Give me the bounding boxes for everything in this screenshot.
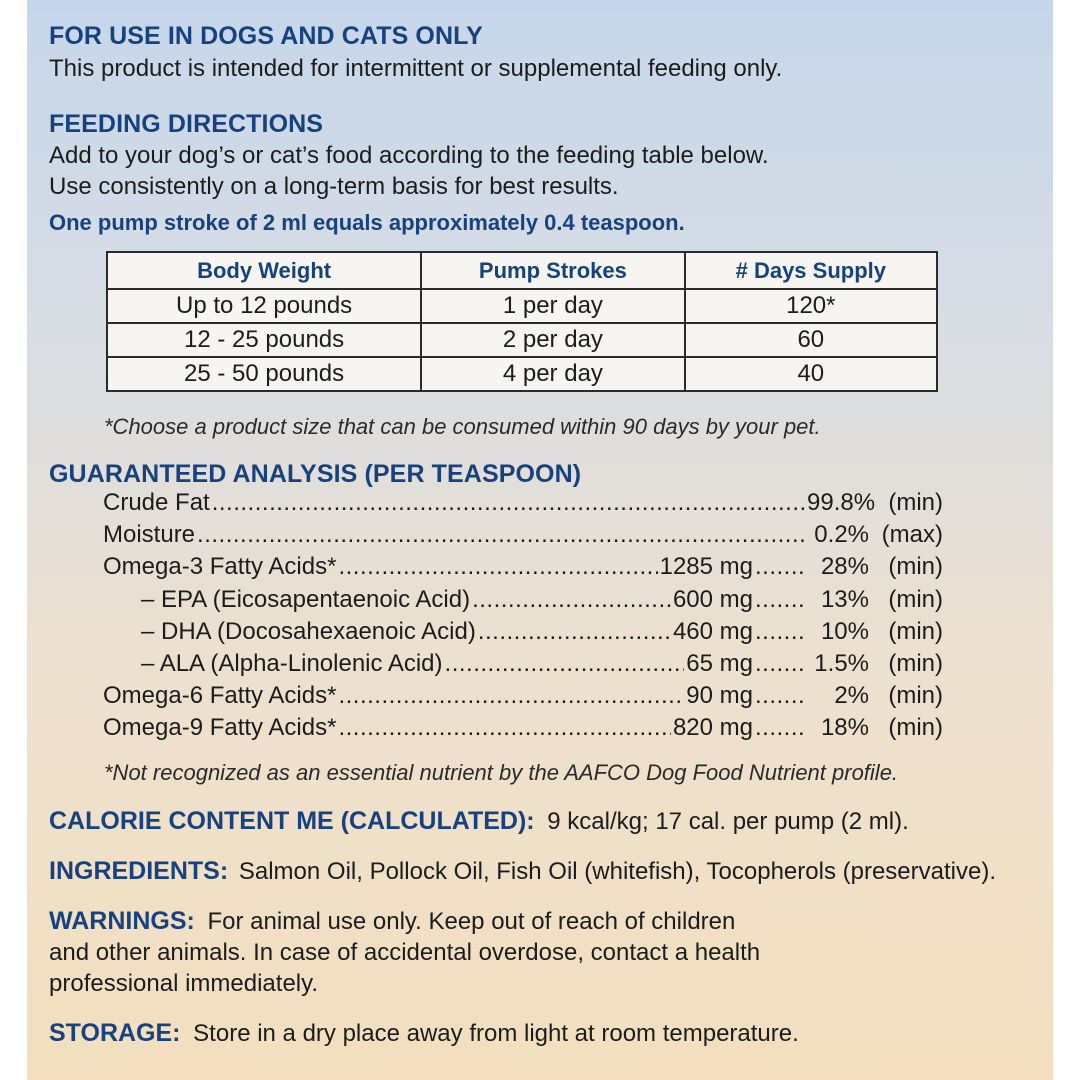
analysis-list: [103, 489, 943, 747]
analysis-amount: 1285 mg: [659, 553, 753, 581]
analysis-percent: 2%: [834, 682, 869, 710]
calorie-text: 9 kcal/kg; 17 cal. per pump (2 ml).: [547, 808, 909, 835]
analysis-amount: 90 mg: [686, 682, 753, 710]
storage-label: STORAGE:: [49, 1019, 181, 1047]
storage-section: [49, 1018, 1033, 1049]
column-header: Pump Strokes: [421, 252, 684, 289]
table-cell: 60: [685, 323, 937, 357]
analysis-percent: 0.2%: [814, 521, 869, 549]
label-panel: [27, 0, 1053, 1080]
analysis-amount: 460 mg: [672, 617, 753, 645]
feeding-line-2: Use consistently on a long-term basis for best results.: [49, 173, 619, 200]
table-cell: 1 per day: [421, 289, 684, 323]
analysis-label: Omega-6 Fatty Acids*: [103, 682, 337, 710]
leader-dots: [755, 714, 805, 742]
use-text: This product is intended for intermittent or supplemental feeding only.: [49, 55, 783, 82]
table-row: [107, 289, 937, 323]
leader-dots: [338, 682, 684, 710]
leader-dots: [755, 553, 805, 581]
table-footnote: *Choose a product size that can be consumed within 90 days by your pet.: [104, 414, 821, 439]
analysis-qualifier: (min): [888, 585, 943, 613]
leader-dots: [755, 618, 805, 646]
analysis-label: – ALA (Alpha-Linolenic Acid): [141, 649, 443, 677]
analysis-percent: 99.8%: [807, 489, 876, 516]
analysis-row: [103, 650, 943, 682]
analysis-amount: 820 mg: [672, 714, 753, 742]
analysis-heading: GUARANTEED ANALYSIS (PER TEASPOON): [49, 460, 582, 488]
leader-dots: [755, 682, 805, 710]
analysis-qualifier: (min): [888, 489, 943, 516]
leader-dots: [445, 650, 685, 678]
analysis-row: [103, 489, 943, 521]
leader-dots: [338, 553, 657, 581]
table-header-row: [107, 252, 937, 289]
analysis-label: Omega-3 Fatty Acids*: [103, 553, 337, 581]
ingredients-text: Salmon Oil, Pollock Oil, Fish Oil (whitefish), Tocopherols (preservative).: [238, 858, 996, 885]
ingredients-section: [49, 856, 1033, 887]
analysis-qualifier: (min): [888, 553, 943, 581]
analysis-row: [103, 618, 943, 650]
analysis-percent: 13%: [820, 585, 869, 613]
leader-dots: [472, 586, 671, 614]
table-row: [107, 323, 937, 357]
table-cell: 12 - 25 pounds: [107, 323, 421, 357]
analysis-qualifier: (min): [888, 714, 943, 742]
ingredients-label: INGREDIENTS:: [49, 857, 229, 885]
leader-dots: [338, 714, 671, 742]
analysis-row: [103, 586, 943, 618]
analysis-label: – DHA (Docosahexaenoic Acid): [141, 617, 476, 645]
analysis-percent: 28%: [820, 553, 869, 581]
feeding-table: [106, 251, 938, 392]
leader-dots: [212, 489, 805, 517]
analysis-qualifier: (min): [888, 617, 943, 645]
analysis-footnote: *Not recognized as an essential nutrient by the AAFCO Dog Food Nutrient profile.: [104, 760, 899, 785]
analysis-label: – EPA (Eicosapentaenoic Acid): [141, 585, 471, 613]
feeding-line-1: Add to your dog’s or cat’s food according to the feeding table below.: [49, 142, 769, 169]
table-cell: Up to 12 pounds: [107, 289, 421, 323]
column-header: # Days Supply: [685, 252, 937, 289]
calorie-label: CALORIE CONTENT ME (CALCULATED):: [49, 807, 535, 835]
table-row: [107, 357, 937, 391]
leader-dots: [478, 618, 671, 646]
leader-dots: [197, 521, 805, 549]
table-cell: 40: [685, 357, 937, 391]
warnings-line-2: and other animals. In case of accidental overdose, contact a health: [49, 939, 761, 966]
table-cell: 120*: [685, 289, 937, 323]
warnings-section: [49, 906, 1033, 999]
analysis-label: Crude Fat: [103, 489, 210, 516]
analysis-row: [103, 682, 943, 714]
warnings-label: WARNINGS:: [49, 907, 195, 935]
analysis-qualifier: (min): [888, 649, 943, 677]
analysis-qualifier: (max): [881, 521, 943, 549]
calorie-section: [49, 806, 1033, 837]
pump-note: One pump stroke of 2 ml equals approximately 0.4 teaspoon.: [49, 210, 685, 235]
analysis-qualifier: (min): [888, 682, 943, 710]
table-cell: 2 per day: [421, 323, 684, 357]
warnings-line-1: For animal use only. Keep out of reach of children: [207, 908, 736, 935]
analysis-row: [103, 714, 943, 746]
leader-dots: [755, 586, 805, 614]
analysis-row: [103, 521, 943, 553]
storage-text: Store in a dry place away from light at room temperature.: [193, 1020, 799, 1047]
analysis-row: [103, 553, 943, 585]
column-header: Body Weight: [107, 252, 421, 289]
leader-dots: [755, 650, 805, 678]
analysis-percent: 10%: [820, 617, 869, 645]
analysis-percent: 1.5%: [814, 649, 869, 677]
table-cell: 25 - 50 pounds: [107, 357, 421, 391]
analysis-amount: 65 mg: [686, 649, 753, 677]
analysis-amount: 600 mg: [672, 585, 753, 613]
analysis-label: Moisture: [103, 521, 196, 549]
warnings-line-3: professional immediately.: [49, 970, 319, 997]
analysis-label: Omega-9 Fatty Acids*: [103, 714, 337, 742]
use-heading: FOR USE IN DOGS AND CATS ONLY: [49, 22, 483, 50]
table-cell: 4 per day: [421, 357, 684, 391]
feeding-heading: FEEDING DIRECTIONS: [49, 110, 324, 138]
analysis-percent: 18%: [820, 714, 869, 742]
